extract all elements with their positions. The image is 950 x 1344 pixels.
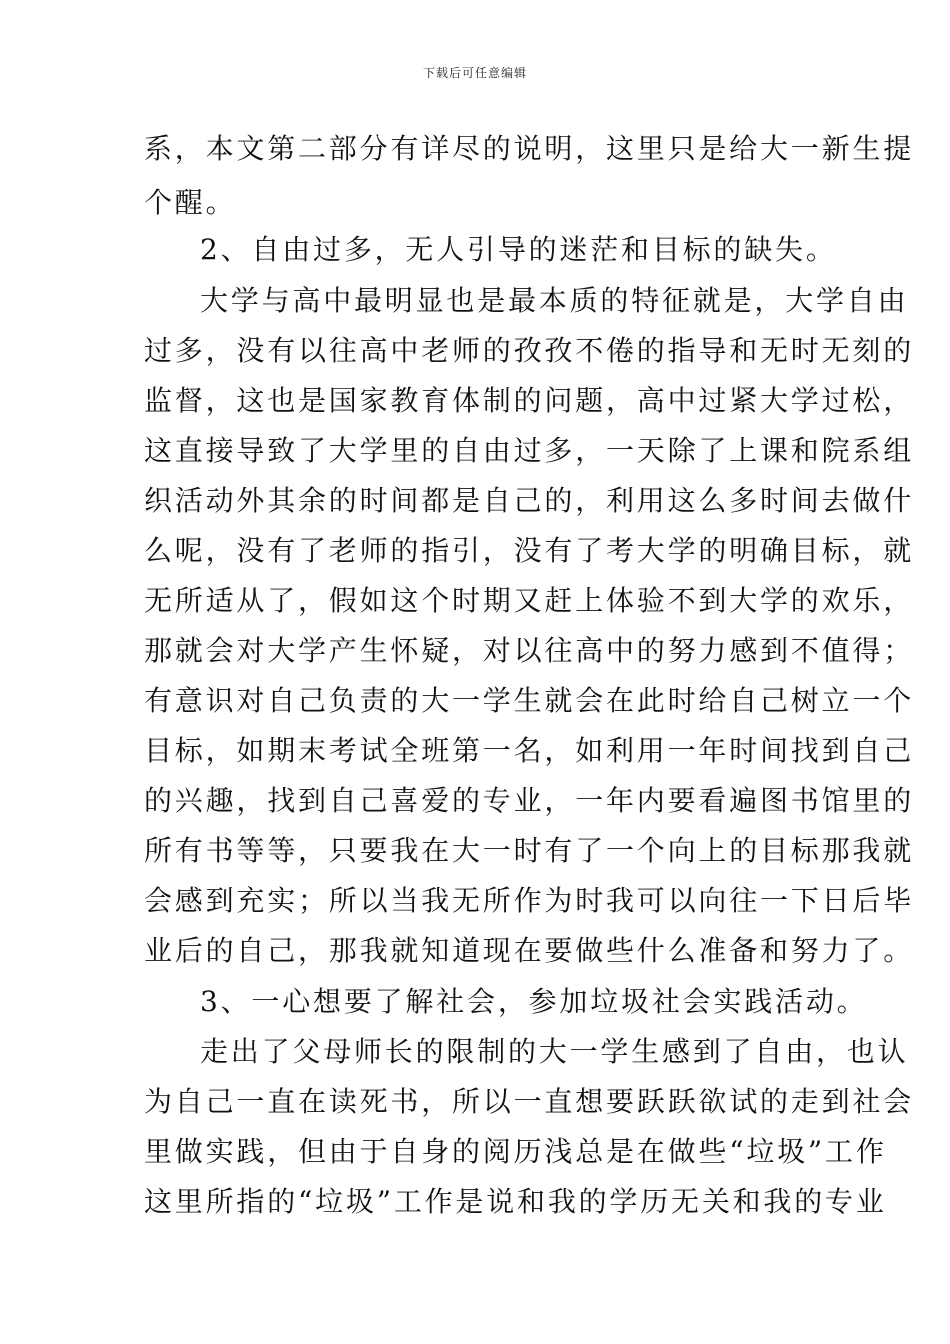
text-line: 大学与高中最明显也是最本质的特征就是，大学自由 [200, 284, 909, 317]
text-line: 会感到充实；所以当我无所作为时我可以向往一下日后毕 [144, 884, 915, 917]
text-line: 无所适从了，假如这个时期又赶上体验不到大学的欢乐， [144, 584, 915, 617]
text-line: 这直接导致了大学里的自由过多，一天除了上课和院系组 [144, 434, 915, 467]
text-line: 的兴趣，找到自己喜爱的专业，一年内要看遍图书馆里的 [144, 784, 915, 817]
text-line: 为自己一直在读死书，所以一直想要跃跃欲试的走到社会 [144, 1085, 915, 1118]
text-line: 个醒。 [144, 186, 237, 219]
text-line: 2、自由过多，无人引导的迷茫和目标的缺失。 [200, 233, 837, 266]
text-line: 么呢，没有了老师的指引，没有了考大学的明确目标，就 [144, 534, 915, 567]
text-line: 目标，如期末考试全班第一名，如利用一年时间找到自己 [144, 734, 915, 767]
text-line: 织活动外其余的时间都是自己的，利用这么多时间去做什 [144, 484, 915, 517]
text-line: 里做实践，但由于自身的阅历浅总是在做些“垃圾”工作 [144, 1135, 887, 1168]
text-line: 这里所指的“垃圾”工作是说和我的学历无关和我的专业 [144, 1185, 887, 1218]
text-line: 有意识对自己负责的大一学生就会在此时给自己树立一个 [144, 684, 915, 717]
text-line: 那就会对大学产生怀疑，对以往高中的努力感到不值得； [144, 634, 915, 667]
page-header: 下载后可任意编辑 [422, 66, 527, 80]
text-line: 所有书等等，只要我在大一时有了一个向上的目标那我就 [144, 834, 915, 867]
text-line: 监督，这也是国家教育体制的问题，高中过紧大学过松， [144, 384, 915, 417]
text-line: 3、一心想要了解社会，参加垃圾社会实践活动。 [200, 985, 868, 1018]
text-line: 系，本文第二部分有详尽的说明，这里只是给大一新生提 [144, 132, 915, 165]
text-line: 走出了父母师长的限制的大一学生感到了自由，也认 [200, 1035, 909, 1068]
text-line: 过多，没有以往高中老师的孜孜不倦的指导和无时无刻的 [144, 334, 915, 367]
text-line: 业后的自己，那我就知道现在要做些什么准备和努力了。 [144, 934, 915, 967]
